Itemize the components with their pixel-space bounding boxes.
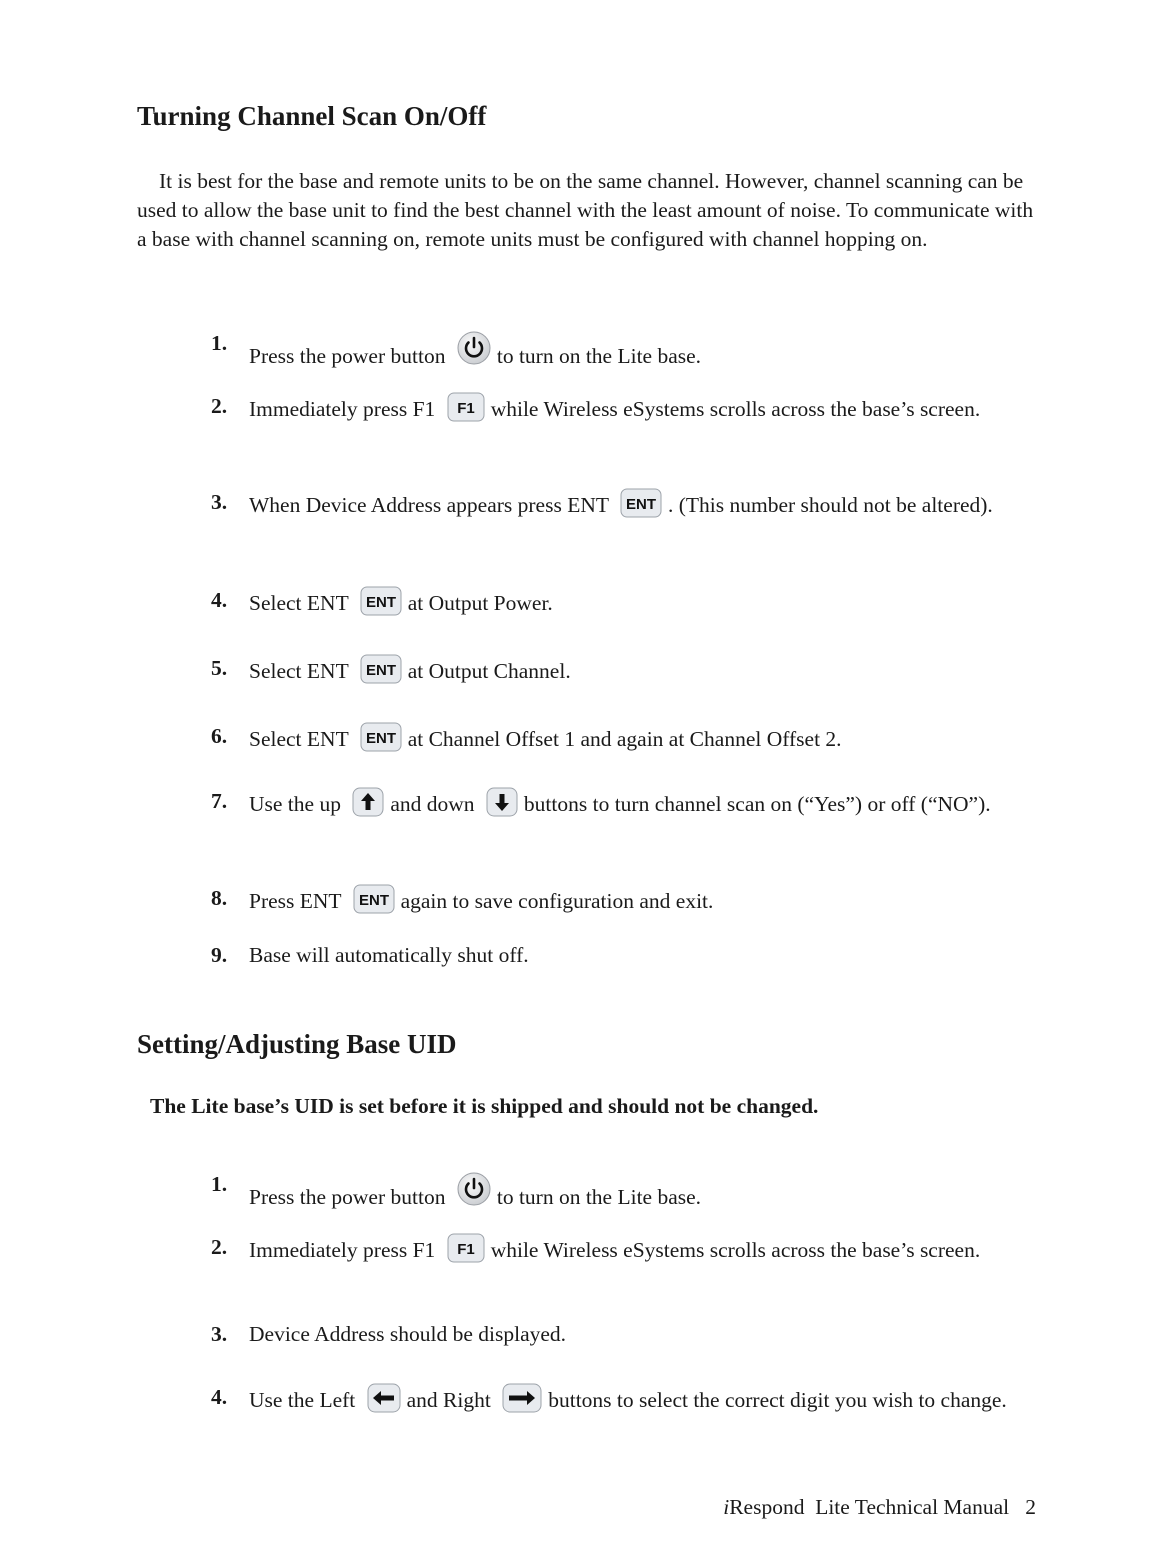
f1-key-icon — [447, 1233, 485, 1263]
svg-text:ENT: ENT — [365, 730, 396, 747]
ent-key-icon — [353, 884, 395, 914]
left-arrow-icon — [367, 1383, 401, 1413]
ent-key-icon — [360, 722, 402, 752]
ent-key-icon — [360, 586, 402, 616]
down-arrow-icon — [486, 787, 518, 817]
page-number: 2 — [1025, 1495, 1036, 1519]
right-arrow-icon — [502, 1383, 542, 1413]
svg-text:F1: F1 — [456, 400, 475, 417]
ent-key-icon — [360, 654, 402, 684]
manual-page: Turning Channel Scan On/Off It is best for the base and remote units to be on the same channel. However, channel scanning can be used to allow the base unit to find the best channel with the least amount of noise. To communicate with a base with channel scanning on, remote units must be configured with channel hopping on. 1. Press the power button to turn on the Lite base. 2. Immediately press F1 F1 while Wireless eSystems scrolls across the base’s screen. 3. When Device Address appears press ENT ENT . (This number should not be altered). 4. Select ENT ENT at Output Power. 5. Select ENT ENT at Output Channel. 6. Select ENT ENT at Channel Offset 1 and again at Channel Offset 2. 7. Use the up and down buttons to turn channel scan on (“Yes”) or off (“NO”). 8. Press ENT ENT again to save configuration and exit. 9. Base will automatically shut off. Setting/Adjusting Base UID The Lite base’s UID is set before it is shipped and should not be changed. 1. Press the power button to turn on the Lite base. 2. Immediately press F1 F1 while Wireless eSystems scrolls across the base’s screen. 3. Device Address should be displayed. 4. Use the Left and Right buttons to select the correct digit you wish to change. iRespond Lite Technical Manual 2 — [137, 101, 1036, 1519]
svg-text:ENT: ENT — [365, 662, 396, 679]
section-heading-channel-scan: Turning Channel Scan On/Off — [137, 101, 487, 131]
power-icon — [457, 1170, 491, 1208]
svg-text:F1: F1 — [456, 1241, 475, 1258]
f1-key-icon — [447, 392, 485, 422]
section-heading-base-uid: Setting/Adjusting Base UID — [137, 1029, 457, 1059]
ent-key-icon — [620, 488, 662, 518]
svg-text:ENT: ENT — [358, 892, 389, 909]
uid-warning: The Lite base’s UID is set before it is shipped and should not be changed. — [150, 1094, 819, 1118]
intro-paragraph — [137, 167, 1037, 254]
up-arrow-icon — [352, 787, 384, 817]
page-footer: iRespond Lite Technical Manual 2 — [723, 1495, 1036, 1519]
intro-text: It is best for the base and remote units to be on the same channel. However, channel scanning can be used to allow the base unit to find the best channel with the least amount of noise. To communicate with a base with channel scanning on, remote units must be configured with channel hopping on. — [137, 169, 1034, 251]
power-icon — [457, 329, 491, 367]
svg-text:ENT: ENT — [626, 496, 656, 513]
svg-text:ENT: ENT — [365, 594, 396, 611]
